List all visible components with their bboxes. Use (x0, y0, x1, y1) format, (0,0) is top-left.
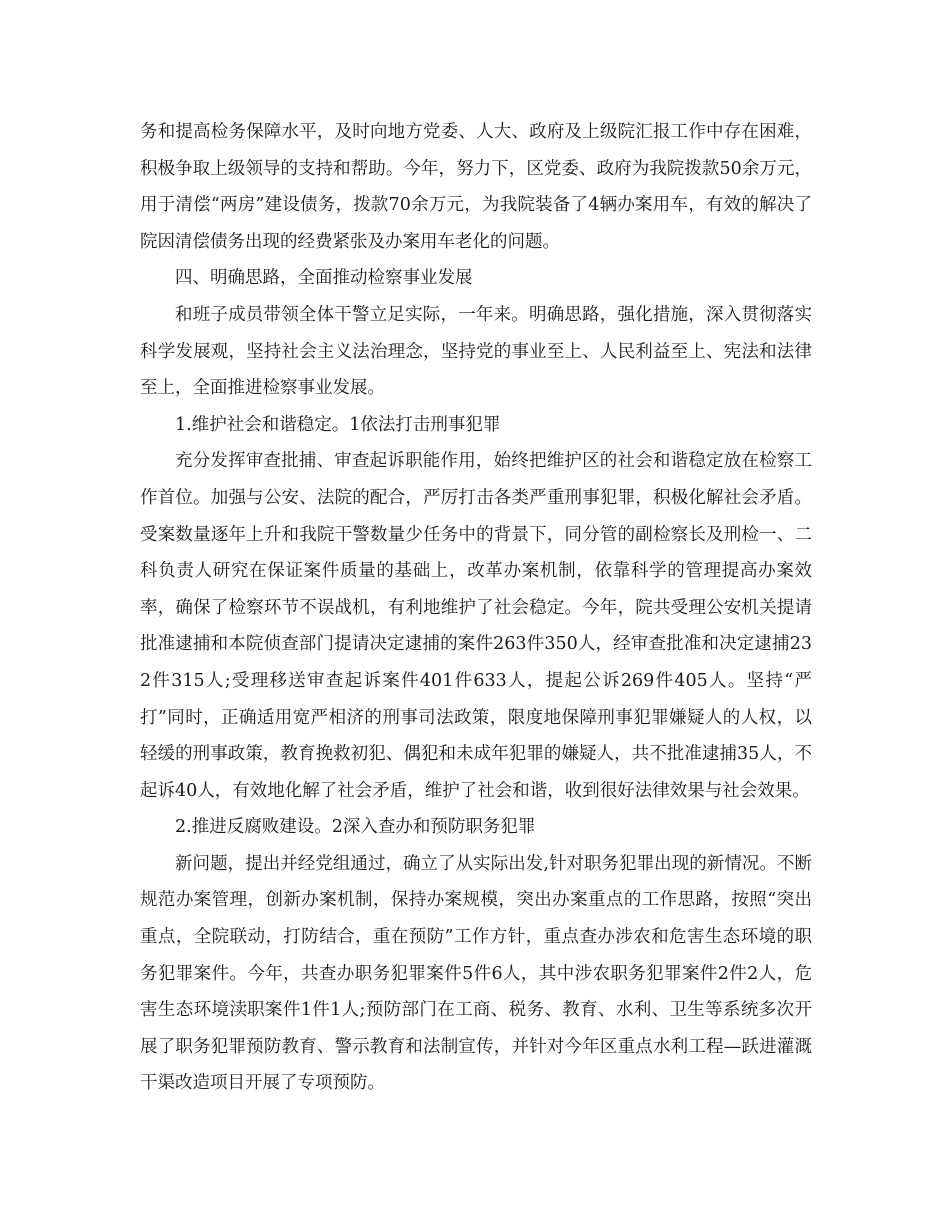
section-heading-four: 四、明确思路，全面推动检察事业发展 (175, 268, 473, 289)
document-page (140, 114, 812, 1102)
subheading-one: 1.维护社会和谐稳定。1依法打击刑事犯罪 (175, 414, 501, 435)
paragraph-intro: 和班子成员带领全体干警立足实际，一年来。明确思路，强化措施，深入贯彻落实科学发展观，坚持社会主义法治理念，坚持党的事业至上、人民利益至上、宪法和法律至上，全面推进检察事业发展。 (140, 304, 812, 399)
paragraph-continuation: 务和提高检务保障水平，及时向地方党委、人大、政府及上级院汇报工作中存在困难，积极争取上级领导的支持和帮助。今年，努力下，区党委、政府为我院拨款50余万元，用于清偿“两房”建设债务，拨款70余万元，为我院装备了4辆办案用车，有效的解决了院因清偿债务出现的经费紧张及办案用车老化的问题。 (140, 122, 812, 252)
paragraph-anti-corruption: 新问题，提出并经党组通过，确立了从实际出发,针对职务犯罪出现的新情况。不断规范办案管理，创新办案机制，保持办案规模，突出办案重点的工作思路，按照“突出重点，全院联动，打防结合，重在预防”工作方针，重点查办涉农和危害生态环境的职务犯罪案件。今年，共查办职务犯罪案件5件6人，其中涉农职务犯罪案件2件2人，危害生态环境渎职案件1件1人;预防部门在工商、税务、教育、水利、卫生等系统多次开展了职务犯罪预防教育、警示教育和法制宣传，并针对今年区重点水利工程—跃进灌溉干渠改造项目开展了专项预防。 (140, 853, 812, 1094)
paragraph-criminal-cases: 充分发挥审查批捕、审查起诉职能作用，始终把维护区的社会和谐稳定放在检察工作首位。加强与公安、法院的配合，严厉打击各类严重刑事犯罪，积极化解社会矛盾。受案数量逐年上升和我院干警数量少任务中的背景下，同分管的副检察长及刑检一、二科负责人研究在保证案件质量的基础上，改革办案机制，依靠科学的管理提高办案效率，确保了检察环节不误战机，有利地维护了社会稳定。今年，院共受理公安机关提请批准逮捕和本院侦查部门提请决定逮捕的案件263件350人，经审查批准和决定逮捕232件315人;受理移送审查起诉案件401件633人，提起公诉269件405人。坚持“严打”同时，正确适用宽严相济的刑事司法政策，限度地保障刑事犯罪嫌疑人的人权，以轻缓的刑事政策，教育挽救初犯、偶犯和未成年犯罪的嫌疑人，共不批准逮捕35人，不起诉40人，有效地化解了社会矛盾，维护了社会和谐，收到很好法律效果与社会效果。 (140, 451, 812, 801)
subheading-two: 2.推进反腐败建设。2深入查办和预防职务犯罪 (175, 817, 536, 838)
